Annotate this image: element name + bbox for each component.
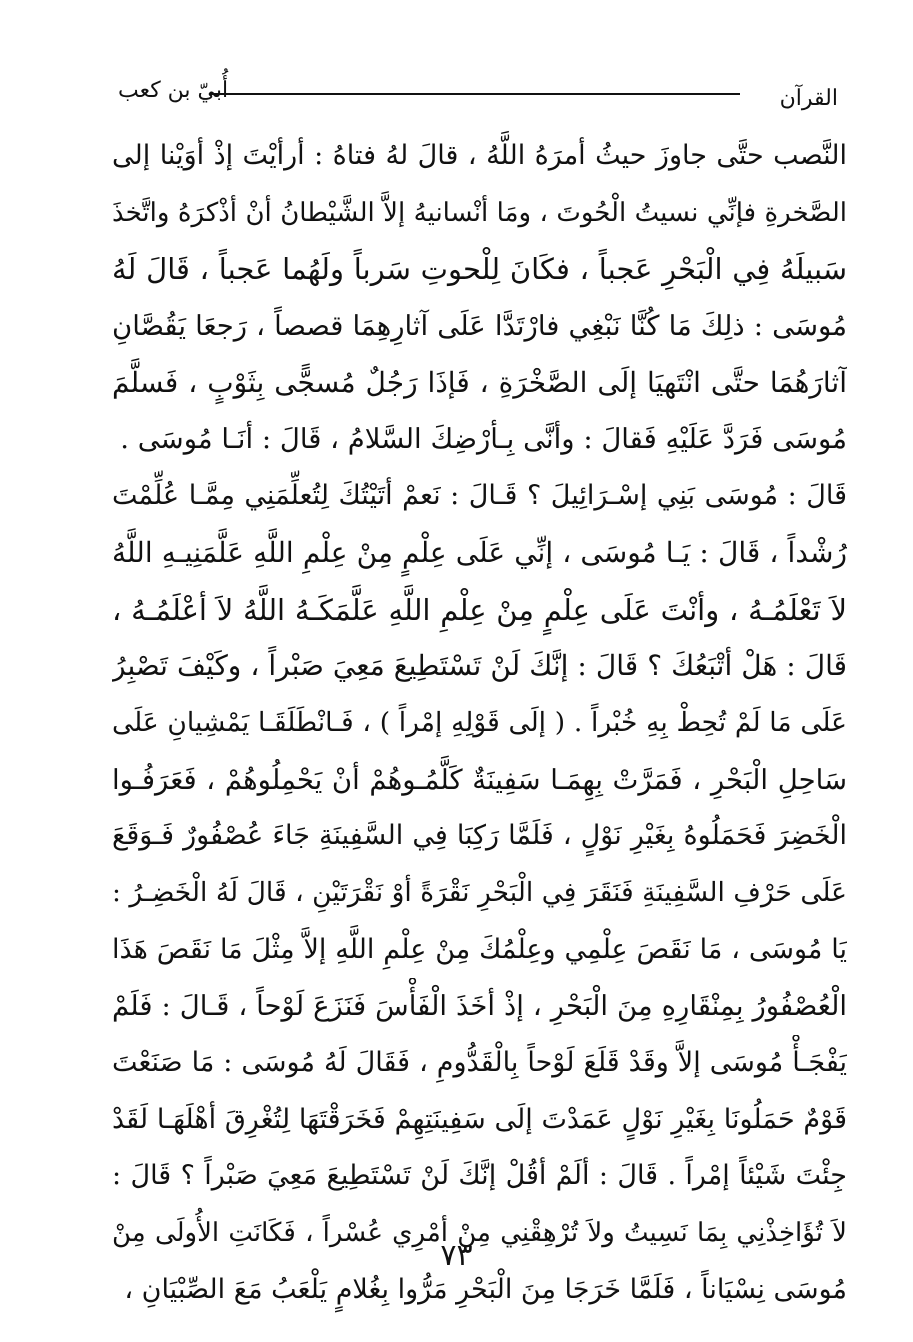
text-line: سَبيلَهُ فِي الْبَحْرِ عَجباً ، فكَانَ لِلْحوتِ سَرباً ولَهُما عَجباً ، قَالَ لَهُ xyxy=(112,252,847,287)
text-line: سَاحِلِ الْبَحْرِ ، فَمَرَّتْ بِهِمَـا سَفِينَةٌ كَلَّمُـوهُمْ أنْ يَحْمِلُوهُمْ ، فَعَرَفُـوا xyxy=(112,763,847,796)
text-line: يَا مُوسَى ، مَا نَقَصَ عِلْمِي وعِلْمُكَ مِنْ عِلْمِ اللَّهِ إلاَّ مِثْلَ مَا نَقَصَ هَذَا xyxy=(112,933,847,965)
body-text xyxy=(112,128,847,1318)
header-book-title: القرآن xyxy=(779,86,838,111)
text-line: قَالَ : هَلْ أتْبَعُكَ ؟ قَالَ : إنَّكَ لَنْ تَسْتَطِيعَ مَعِيَ صَبْراً ، وكَيْفَ تَصْبِرُ xyxy=(112,649,847,683)
text-line: يَفْجَـأْ مُوسَى إلاَّ وقَدْ قَلَعَ لَوْحاً بِالْقَدُّومِ ، فَقَالَ لَهُ مُوسَى : مَا صَنَعْتَ xyxy=(112,1047,847,1078)
text-line: رُشْداً ، قَالَ : يَـا مُوسَى ، إنِّي عَلَى عِلْمٍ مِنْ عِلْمِ اللَّهِ عَلَّمَنِيـهِ اللَّهُ xyxy=(112,535,847,569)
page-number: ٧٣ xyxy=(440,1238,473,1273)
text-line: الْخَضِرَ فَحَمَلُوهُ بِغَيْرِ نَوْلٍ ، فَلَمَّا رَكِبَا فِي السَّفِينَةِ جَاءَ عُصْفُورٌ فَـوَقَعَ xyxy=(112,820,847,852)
header-author: أُبيّ بن كعب xyxy=(118,78,229,103)
text-line: عَلَى مَا لَمْ تُحِطْ بِهِ خُبْراً . ( إلَى قَوْلِهِ إمْراً ) ، فَـانْطَلَقَـا يَمْشِيانِ عَلَى xyxy=(112,706,847,738)
text-line: مُوسَى نِسْيَاناً ، فَلَمَّا خَرَجَا مِنَ الْبَحْرِ مَرُّوا بِغُلامٍ يَلْعَبُ مَعَ الصِّبْيَانِ ، xyxy=(124,1273,847,1305)
text-line: لاَ تَعْلَمُـهُ ، وأنْتَ عَلَى عِلْمٍ مِنْ عِلْمِ اللَّهِ عَلَّمَكَـهُ اللَّهُ لاَ أعْلَمُـهُ ، xyxy=(112,592,847,627)
text-line: مُوسَى فَرَدَّ عَلَيْهِ فَقالَ : وأنَّى بِـأرْضِكَ السَّلامُ ، قَالَ : أنَـا مُوسَى . xyxy=(120,423,847,456)
text-line: مُوسَى : ذلِكَ مَا كُنَّا نَبْغِي فارْتَدَّا عَلَى آثارِهِمَا قصصاً ، رَجعَا يَقُصَّانِ xyxy=(112,310,847,343)
text-line: قَوْمٌ حَمَلُونَا بِغَيْرِ نَوْلٍ عَمَدْتَ إلَى سَفِينَتِهِمْ فَخَرَقْتَهَا لِتُغْرِقَ أهْلَهَـا لَقَدْ xyxy=(112,1103,847,1135)
header-rule xyxy=(210,93,740,95)
text-line: النَّصب حتَّى جاوزَ حيثُ أمرَهُ اللَّهُ ، قالَ لهُ فتاهُ : أرأيْتَ إذْ أوَيْنا إلى xyxy=(112,140,847,171)
text-line: آثارَهُمَا حتَّى انْتَهيَا إلَى الصَّخْرَةِ ، فَإذَا رَجُلٌ مُسجًّى بِثَوْبٍ ، فَسلَّمَ xyxy=(112,365,847,399)
text-line: عَلَى حَرْفِ السَّفِينَةِ فَنَقَرَ فِي الْبَحْرِ نَقْرَةً أوْ نَقْرَتَيْنِ ، قَالَ لَهُ الْخَضِـرُ : xyxy=(112,876,847,908)
text-line: الصَّخرةِ فإنِّي نسيتُ الْحُوتَ ، ومَا أنْسانيهُ إلاَّ الشَّيْطانُ أنْ أذْكرَهُ واتَّخذَ xyxy=(112,197,847,228)
text-line: الْعُصْفُورُ بِمِنْقَارِهِ مِنَ الْبَحْرِ ، إذْ أخَذَ الْفَأْسَ فَنَزَعَ لَوْحاً ، قَـالَ : فَلَمْ xyxy=(112,990,847,1023)
running-header xyxy=(118,78,838,118)
text-line: لاَ تُؤَاخِذْنِي بِمَا نَسِيتُ ولاَ تُرْهِقْنِي مِنْ أمْرِي عُسْراً ، فَكَانَتِ الأُولَى مِنْ xyxy=(112,1218,847,1249)
text-line: قَالَ : مُوسَى بَنِي إسْـرَائِيلَ ؟ قَـالَ : نَعمْ أتَيْتُكَ لِتُعلِّمَنِي مِمَّـا عُلِّمْتَ xyxy=(112,480,847,512)
text-line: جِئْتَ شَيْئاً إمْراً . قَالَ : ألَمْ أقُلْ إنَّكَ لَنْ تَسْتَطِيعَ مَعِيَ صَبْراً ؟ قَالَ : xyxy=(112,1160,847,1192)
